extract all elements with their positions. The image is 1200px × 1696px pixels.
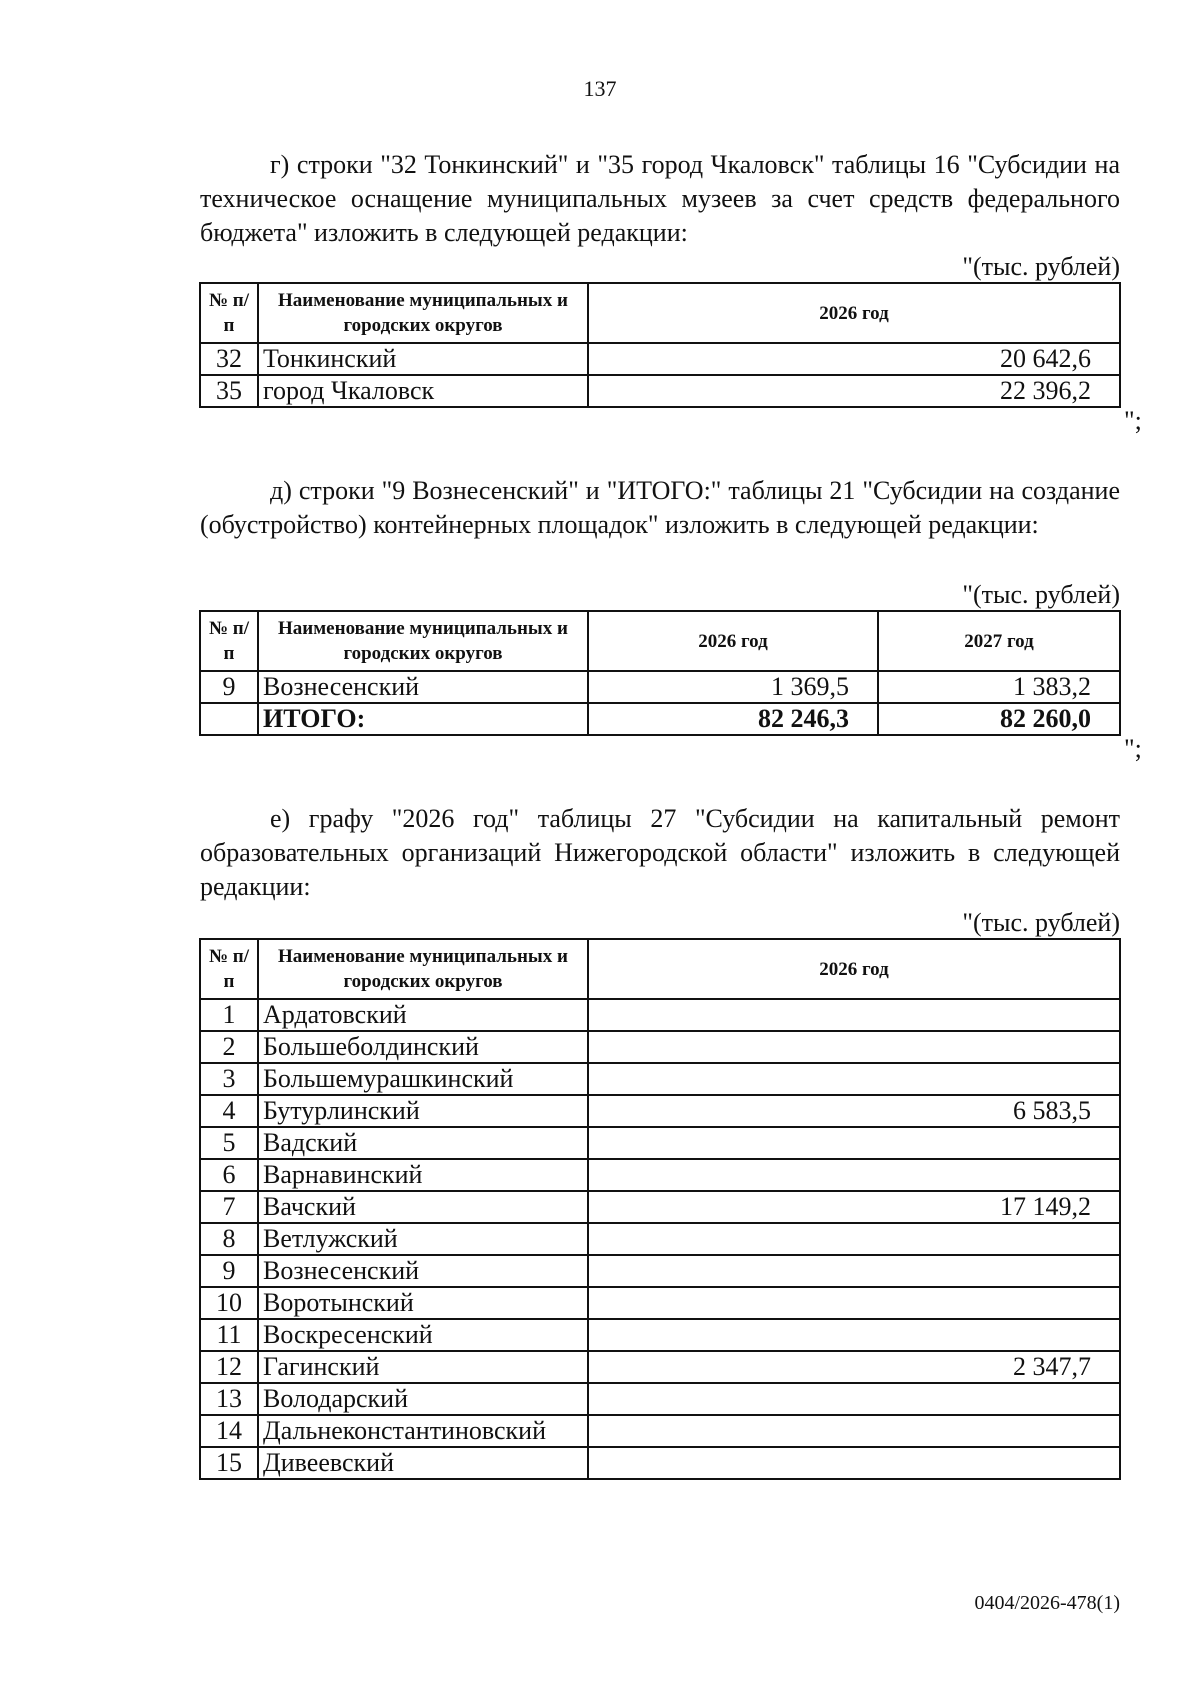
table-row bbox=[200, 375, 1120, 407]
row-name: Воскресенский bbox=[258, 1319, 588, 1351]
row-value-2026: 20 642,6 bbox=[588, 343, 1120, 375]
row-name: Вадский bbox=[258, 1127, 588, 1159]
header-2026: 2026 год bbox=[588, 611, 878, 671]
row-name: Воротынский bbox=[258, 1287, 588, 1319]
row-name: Бутурлинский bbox=[258, 1095, 588, 1127]
table-row bbox=[200, 671, 1120, 703]
table-row bbox=[200, 1383, 1120, 1415]
row-num: 6 bbox=[200, 1159, 258, 1191]
row-name: Вознесенский bbox=[258, 1255, 588, 1287]
row-name: Вознесенский bbox=[258, 671, 588, 703]
row-name: ИТОГО: bbox=[258, 703, 588, 735]
table-row bbox=[200, 1255, 1120, 1287]
header-2027: 2027 год bbox=[878, 611, 1120, 671]
row-value-2026: 1 369,5 bbox=[588, 671, 878, 703]
table-row bbox=[200, 343, 1120, 375]
row-value-2026: 22 396,2 bbox=[588, 375, 1120, 407]
unit-label-e: "(тыс. рублей) bbox=[962, 908, 1120, 937]
row-value-2026 bbox=[588, 1415, 1120, 1447]
row-value-2026: 2 347,7 bbox=[588, 1351, 1120, 1383]
unit-label-g: "(тыс. рублей) bbox=[962, 252, 1120, 281]
row-num: 15 bbox=[200, 1447, 258, 1479]
section-d-text: д) строки "9 Вознесенский" и "ИТОГО:" таблицы 21 "Субсидии на создание (обустройство) контейнерных площадок" изложить в следующей редакции: bbox=[200, 476, 1120, 539]
row-value-2026: 17 149,2 bbox=[588, 1191, 1120, 1223]
table-header-row bbox=[200, 939, 1120, 999]
row-name: Большемурашкинский bbox=[258, 1063, 588, 1095]
row-value-2027: 1 383,2 bbox=[878, 671, 1120, 703]
table-row bbox=[200, 1223, 1120, 1255]
row-num: 11 bbox=[200, 1319, 258, 1351]
table-row bbox=[200, 999, 1120, 1031]
table-row bbox=[200, 1351, 1120, 1383]
table-row bbox=[200, 1415, 1120, 1447]
row-value-2026 bbox=[588, 1447, 1120, 1479]
row-value-2026 bbox=[588, 1127, 1120, 1159]
table-header-row bbox=[200, 611, 1120, 671]
row-value-2026 bbox=[588, 1159, 1120, 1191]
table-27 bbox=[199, 938, 1121, 1480]
table-row bbox=[200, 1447, 1120, 1479]
table-row bbox=[200, 1319, 1120, 1351]
header-2026: 2026 год bbox=[588, 939, 1120, 999]
row-value-2026 bbox=[588, 1063, 1120, 1095]
row-num: 35 bbox=[200, 375, 258, 407]
row-value-2026 bbox=[588, 1223, 1120, 1255]
row-num: 9 bbox=[200, 1255, 258, 1287]
header-name: Наименование муниципальных и городских округов bbox=[258, 611, 588, 671]
header-2026: 2026 год bbox=[588, 283, 1120, 343]
row-num: 8 bbox=[200, 1223, 258, 1255]
table-header-row bbox=[200, 283, 1120, 343]
section-e-text: е) графу "2026 год" таблицы 27 "Субсидии на капитальный ремонт образовательных организаций Нижегородской области" изложить в следующей редакции: bbox=[200, 804, 1120, 901]
row-value-2026 bbox=[588, 999, 1120, 1031]
header-num: № п/п bbox=[200, 283, 258, 343]
table-row bbox=[200, 1191, 1120, 1223]
closing-quote-g: "; bbox=[1124, 406, 1142, 435]
table-row bbox=[200, 1159, 1120, 1191]
document-code: 0404/2026-478(1) bbox=[974, 1592, 1120, 1614]
row-num: 9 bbox=[200, 671, 258, 703]
row-name: город Чкаловск bbox=[258, 375, 588, 407]
header-name: Наименование муниципальных и городских округов bbox=[258, 283, 588, 343]
closing-quote-d: "; bbox=[1124, 734, 1142, 763]
header-num: № п/п bbox=[200, 611, 258, 671]
row-name: Володарский bbox=[258, 1383, 588, 1415]
unit-label-d: "(тыс. рублей) bbox=[962, 580, 1120, 609]
table-row bbox=[200, 1063, 1120, 1095]
row-num: 32 bbox=[200, 343, 258, 375]
row-name: Варнавинский bbox=[258, 1159, 588, 1191]
table-row-total bbox=[200, 703, 1120, 735]
row-num: 1 bbox=[200, 999, 258, 1031]
row-num: 4 bbox=[200, 1095, 258, 1127]
table-row bbox=[200, 1127, 1120, 1159]
row-num: 2 bbox=[200, 1031, 258, 1063]
row-name: Дивеевский bbox=[258, 1447, 588, 1479]
row-num: 7 bbox=[200, 1191, 258, 1223]
table-row bbox=[200, 1031, 1120, 1063]
row-name: Ардатовский bbox=[258, 999, 588, 1031]
section-g-text: г) строки "32 Тонкинский" и "35 город Чкаловск" таблицы 16 "Субсидии на техническое оснащение муниципальных музеев за счет средств федерального бюджета" изложить в следующей редакции: bbox=[200, 150, 1120, 247]
row-num: 14 bbox=[200, 1415, 258, 1447]
row-num: 12 bbox=[200, 1351, 258, 1383]
row-value-2026 bbox=[588, 1383, 1120, 1415]
table-row bbox=[200, 1095, 1120, 1127]
row-name: Тонкинский bbox=[258, 343, 588, 375]
row-num: 10 bbox=[200, 1287, 258, 1319]
row-num: 5 bbox=[200, 1127, 258, 1159]
row-value-2026 bbox=[588, 1255, 1120, 1287]
page-number: 137 bbox=[583, 76, 617, 101]
table-16 bbox=[199, 282, 1121, 408]
row-num: 3 bbox=[200, 1063, 258, 1095]
row-value-2026 bbox=[588, 1031, 1120, 1063]
header-name: Наименование муниципальных и городских округов bbox=[258, 939, 588, 999]
table-row bbox=[200, 1287, 1120, 1319]
row-name: Большеболдинский bbox=[258, 1031, 588, 1063]
table-21 bbox=[199, 610, 1121, 736]
row-name: Гагинский bbox=[258, 1351, 588, 1383]
header-num: № п/п bbox=[200, 939, 258, 999]
row-num bbox=[200, 703, 258, 735]
row-value-2026 bbox=[588, 1319, 1120, 1351]
row-value-2026 bbox=[588, 1287, 1120, 1319]
row-value-2026: 82 246,3 bbox=[588, 703, 878, 735]
row-value-2026: 6 583,5 bbox=[588, 1095, 1120, 1127]
row-name: Ветлужский bbox=[258, 1223, 588, 1255]
row-name: Вачский bbox=[258, 1191, 588, 1223]
row-name: Дальнеконстантиновский bbox=[258, 1415, 588, 1447]
row-value-2027: 82 260,0 bbox=[878, 703, 1120, 735]
row-num: 13 bbox=[200, 1383, 258, 1415]
